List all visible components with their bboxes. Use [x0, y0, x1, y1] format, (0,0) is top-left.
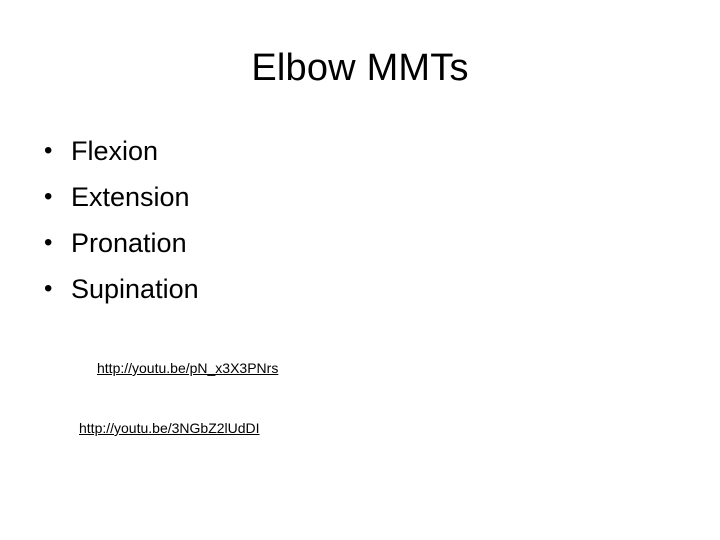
- bullet-icon: •: [44, 183, 53, 210]
- bullet-icon: •: [44, 229, 53, 256]
- bullet-item-pronation: [44, 220, 199, 266]
- video-link-1[interactable]: http://youtu.be/pN_x3X3PNrs: [97, 360, 279, 376]
- bullet-item-supination: [44, 266, 199, 312]
- slide-title: Elbow MMTs: [251, 47, 469, 89]
- bullet-icon: •: [44, 275, 53, 302]
- bullet-item-flexion: [44, 128, 199, 174]
- bullet-label: Flexion: [71, 135, 159, 166]
- bullet-label: Pronation: [71, 227, 187, 258]
- bullet-label: Extension: [71, 181, 190, 212]
- bullet-list: [44, 128, 199, 312]
- bullet-label: Supination: [71, 273, 199, 304]
- bullet-item-extension: [44, 174, 199, 220]
- bullet-icon: •: [44, 137, 53, 164]
- video-link-2[interactable]: http://youtu.be/3NGbZ2lUdDI: [79, 420, 260, 436]
